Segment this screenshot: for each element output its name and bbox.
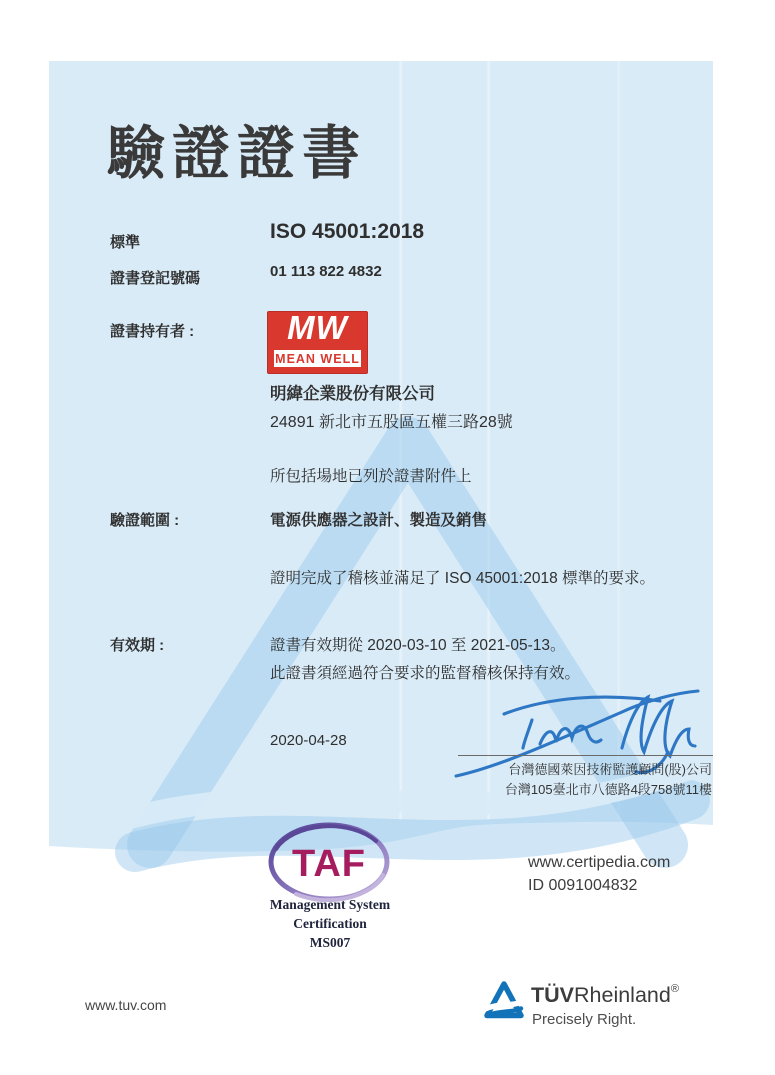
taf-caption-line3: MS007 (309, 935, 351, 950)
holder-label: 證書持有者 : (110, 323, 195, 340)
tuv-wordmark-regular: Rheinland (574, 983, 671, 1007)
holder-address: 24891 新北市五股區五權三路28號 (270, 414, 513, 431)
sites-note: 所包括場地已列於證書附件上 (270, 468, 472, 485)
registration-number-label: 證書登記號碼 (110, 270, 201, 287)
certificate-title: 驗證證書 (107, 121, 368, 186)
certipedia-id: ID 0091004832 (528, 877, 638, 894)
validity-line1: 證書有效期從 2020-03-10 至 2021-05-13。 (270, 637, 566, 654)
holder-name: 明緯企業股份有限公司 (270, 385, 435, 403)
certipedia-url: www.certipedia.com (528, 854, 671, 871)
registration-number-value: 01 113 822 4832 (270, 263, 382, 280)
taf-caption-line2: Certification (293, 916, 367, 931)
tuv-wordmark-bold: TÜV (531, 983, 574, 1007)
tuv-rheinland-triangle-icon (484, 980, 524, 1022)
scope-label: 驗證範圍 : (110, 512, 180, 529)
svg-text:TAF: TAF (291, 843, 367, 885)
issuer-address: 台灣105臺北市八德路4段758號11樓 (504, 782, 712, 797)
mean-well-initials: MW (287, 309, 348, 346)
mean-well-wordmark: MEAN WELL (275, 351, 360, 366)
issuer-name: 台灣德國萊因技術監護顧問(股)公司 (508, 762, 712, 777)
standard-value: ISO 45001:2018 (270, 220, 425, 243)
standard-label: 標準 (110, 234, 141, 251)
registered-mark: ® (670, 982, 679, 995)
tuv-rheinland-wordmark (531, 983, 679, 1008)
taf-caption-line1: Management System (269, 897, 391, 912)
tuv-url: www.tuv.com (85, 997, 167, 1013)
mean-well-logo (267, 311, 368, 374)
taf-logo (266, 819, 394, 905)
issue-date: 2020-04-28 (270, 732, 347, 749)
audit-statement: 證明完成了稽核並滿足了 ISO 45001:2018 標準的要求。 (270, 570, 656, 587)
tuv-tagline: Precisely Right. (532, 1011, 637, 1028)
validity-label: 有效期 : (110, 637, 165, 654)
validity-line2: 此證書須經過符合要求的監督稽核保持有效。 (270, 665, 581, 682)
taf-caption (230, 895, 430, 952)
scope-value: 電源供應器之設計、製造及銷售 (270, 512, 488, 529)
signature-line (458, 755, 713, 756)
mean-well-wordmark-strip (274, 350, 361, 367)
